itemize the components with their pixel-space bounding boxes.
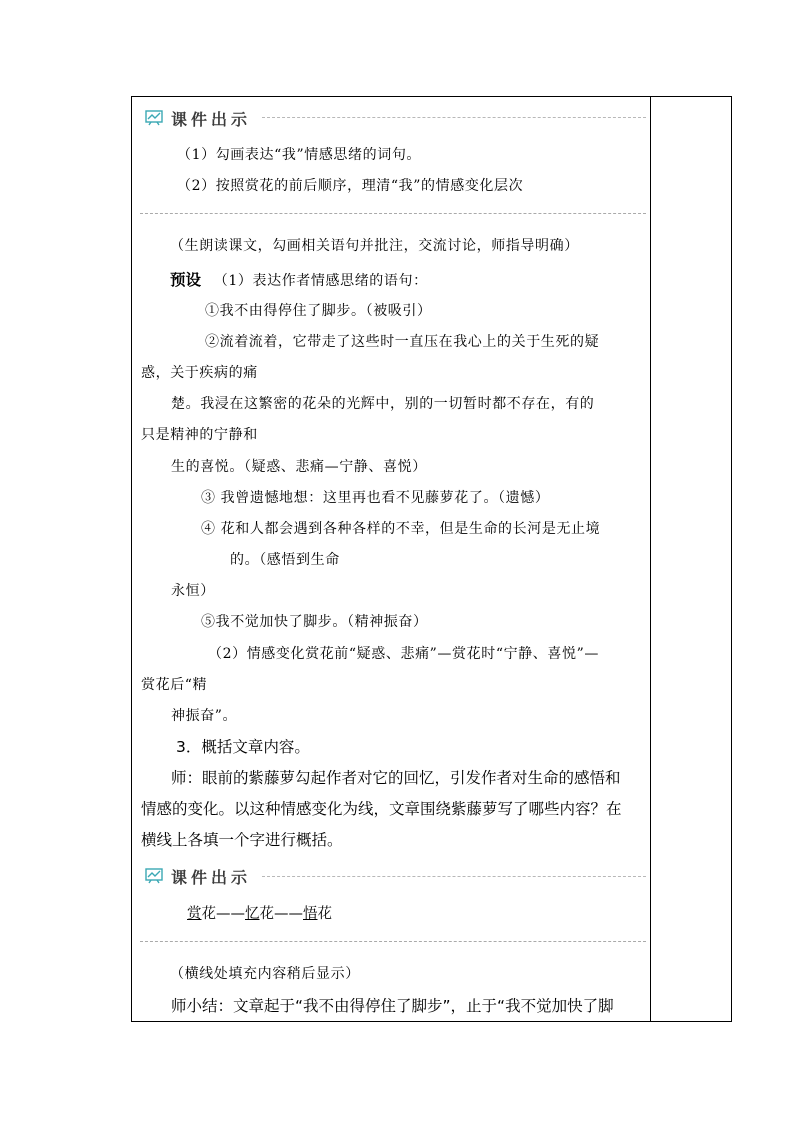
- courseware-title-2: 课件出示: [171, 867, 252, 887]
- answer-blank-3: 悟: [303, 906, 318, 922]
- preset-line: 只是精神的宁静和: [141, 427, 258, 443]
- preset-line: ⑤我不觉加快了脚步。（精神振奋）: [201, 614, 428, 630]
- dashed-separator-1: [140, 213, 646, 214]
- answer-line: [187, 904, 332, 924]
- preset-line: （2）情感变化赏花前“疑惑、悲痛”—赏花时“宁静、喜悦”—: [208, 646, 599, 662]
- preset-intro: （1）表达作者情感思绪的语句：: [213, 273, 428, 289]
- presentation-board-icon: [145, 110, 163, 126]
- preset-line: 永恒）: [171, 583, 215, 599]
- answer-connector-1: 花——: [201, 906, 245, 922]
- note-2: （横线处填充内容稍后显示）: [170, 966, 360, 982]
- courseware-header-2: [145, 864, 251, 888]
- header-rule-1: [262, 117, 646, 118]
- table-column-divider: [650, 97, 651, 1021]
- preset-row: [170, 270, 428, 291]
- activity-note: （生朗读课文，勾画相关语句并批注，交流讨论，师指导明确）: [170, 238, 579, 254]
- teacher-line: 师：眼前的紫藤萝勾起作者对它的回忆，引发作者对生命的感悟和: [171, 769, 621, 787]
- courseware-header-1: [145, 106, 251, 130]
- preset-line: ③ 我曾遗憾地想：这里再也看不见藤萝花了。（遗憾）: [201, 490, 550, 506]
- preset-line: 神振奋”。: [171, 708, 238, 724]
- step3-title: 3．概括文章内容。: [176, 738, 310, 756]
- presentation-board-icon: [145, 868, 163, 884]
- task-item-1: （1）勾画表达“我”情感思绪的词句。: [177, 147, 422, 163]
- teacher-line: 情感的变化。以这种情感变化为线，文章围绕紫藤萝写了哪些内容？在: [141, 800, 622, 818]
- preset-line: ④ 花和人都会遇到各种各样的不幸，但是生命的长河是无止境: [201, 521, 601, 537]
- answer-connector-3: 花: [317, 906, 332, 922]
- courseware-title-1: 课件出示: [171, 109, 252, 129]
- dashed-separator-2: [140, 941, 646, 942]
- preset-label: 预设: [170, 271, 202, 289]
- answer-connector-2: 花——: [259, 906, 303, 922]
- preset-line: 惑，关于疾病的痛: [141, 365, 258, 381]
- task-item-2: （2）按照赏花的前后顺序，理清“我”的情感变化层次: [177, 178, 524, 194]
- teacher-line: 横线上各填一个字进行概括。: [141, 831, 343, 849]
- preset-line: 生的喜悦。（疑惑、悲痛—宁静、喜悦）: [171, 459, 427, 475]
- preset-line: 赏花后“精: [141, 677, 208, 693]
- answer-blank-2: 忆: [245, 906, 260, 922]
- header-rule-2: [262, 876, 646, 877]
- preset-line: ①我不由得停住了脚步。（被吸引）: [205, 303, 432, 319]
- preset-line: ②流着流着，它带走了这些时一直压在我心上的关于生死的疑: [205, 334, 600, 350]
- answer-blank-1: 赏: [187, 906, 202, 922]
- preset-line: 的。（感悟到生命: [230, 552, 340, 568]
- summary-line: 师小结：文章起于“我不由得停住了脚步”，止于“我不觉加快了脚: [171, 997, 614, 1015]
- preset-line: 楚。我浸在这繁密的花朵的光辉中，别的一切暂时都不存在，有的: [171, 396, 595, 412]
